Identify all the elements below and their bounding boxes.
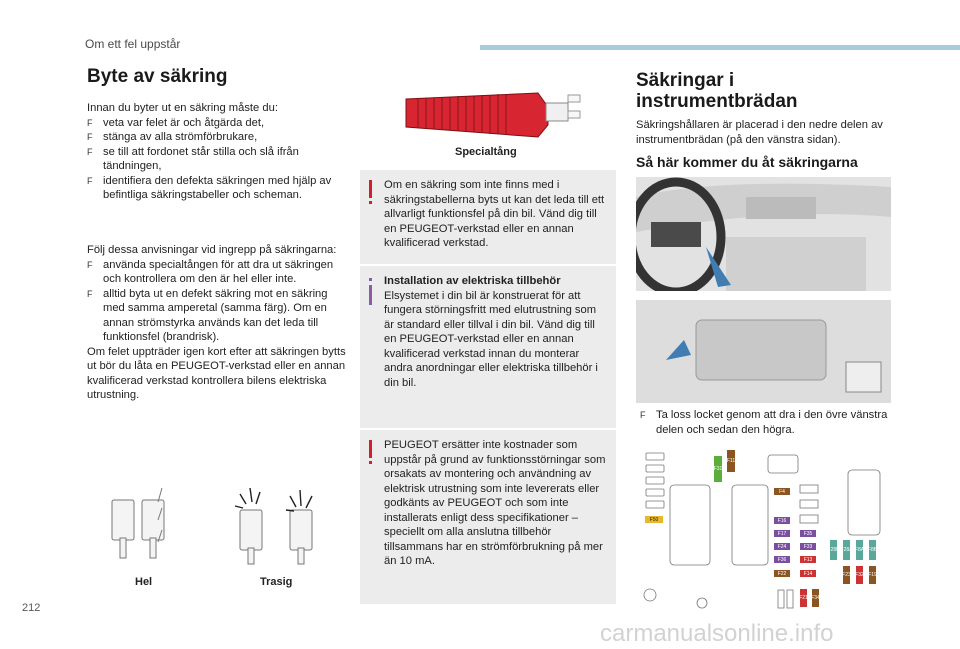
fusebox-diagram xyxy=(640,445,895,615)
info-dot xyxy=(369,278,372,281)
arrow-icon: F xyxy=(87,146,93,157)
fuse-puller-caption: Specialtång xyxy=(455,146,517,158)
fuse-blown-icon xyxy=(240,510,312,564)
spark-icon xyxy=(235,488,312,511)
list-item: F identifiera den defekta säkringen med hjälp av befintliga säkringstabeller och scheman. xyxy=(87,174,332,201)
fuse-ok-icon xyxy=(112,488,164,558)
fuse-label: F8A xyxy=(856,540,863,560)
fuse-ok-label: Hel xyxy=(135,576,153,588)
header-bar xyxy=(480,45,960,50)
fuse-label: F28A xyxy=(843,540,850,560)
follow-text: Följ dessa anvisningar vid ingrepp på säkringarna: xyxy=(87,244,337,256)
warning-dot xyxy=(369,461,372,464)
section-header: Om ett fel uppstår xyxy=(85,37,181,51)
fuse-label: F24 xyxy=(774,543,790,550)
warning-icon xyxy=(369,180,372,198)
fuse-label: F17 xyxy=(774,530,790,537)
arrow-icon: F xyxy=(87,259,93,270)
fusebox-cover-image xyxy=(636,300,891,403)
warning-text: PEUGEOT ersätter inte kostnader som uppstår på grund av funktionsstörningar som orsakats av montering och användning av elektrisk utrustning som inte levererats eller godkänts av PEUGEOT och som inte installerats enligt dess specifikationer – speciellt om alla anslutna tillbehör tillsammans har en strömförbrukning på mer än 10 mA. xyxy=(384,439,606,567)
fuse-label: F36 xyxy=(774,556,790,563)
fuse-label: F22 xyxy=(774,570,790,577)
dashboard-image xyxy=(636,177,891,291)
fuse-label: F34 xyxy=(812,589,819,607)
fuse-label: F19 xyxy=(869,566,876,584)
procedure-block xyxy=(87,243,349,403)
arrow-icon: F xyxy=(87,132,93,142)
fuse-blown-label: Trasig xyxy=(260,576,293,588)
warning-text: Om en säkring som inte finns med i säkringstabellerna byts ut kan det leda till ett allvarligt funktionsfel på din bil. Vänd dig till en PEUGEOT-verkstad eller en annan kvalificerad verkstad. xyxy=(384,179,605,249)
fuse-label: F32 xyxy=(856,566,863,584)
fusebox-cover-photo xyxy=(636,300,891,403)
fuse-label: F8B xyxy=(869,540,876,560)
fuse-label: F35 xyxy=(800,530,816,537)
list-item: F Ta loss locket genom att dra i den övre vänstra delen och sedan den högra. xyxy=(640,409,888,436)
step-block xyxy=(640,408,890,437)
list-item: F alltid byta ut en defekt säkring mot en säkring med samma amperetal (samma färg). Om en annan strömstyrka används kan det leda till funktionsfel (brandrisk). xyxy=(87,287,328,343)
fuse-label: F23 xyxy=(843,566,850,584)
page-title: Byte av säkring xyxy=(87,66,228,87)
fuse-label: F21 xyxy=(800,589,807,607)
fuse-label: F33 xyxy=(800,543,816,550)
arrow-icon: F xyxy=(640,410,646,420)
fuse-label: F14 xyxy=(800,570,816,577)
list-item: F stänga av alla strömförbrukare, xyxy=(87,131,258,143)
fuse-label: F31 xyxy=(714,456,722,482)
fuse-label: F28B xyxy=(830,540,837,560)
section-subtitle: Så här kommer du åt säkringarna xyxy=(636,154,858,170)
arrow-icon: F xyxy=(87,175,93,186)
location-text: Säkringshållaren är placerad i den nedre delen av instrumentbrädan (på den vänstra sidan). xyxy=(636,119,883,146)
list-item: F se till att fordonet står stilla och slå ifrån tändningen, xyxy=(87,145,299,172)
list-item: F veta var felet är och åtgärda det, xyxy=(87,116,265,129)
warning-note xyxy=(360,170,616,264)
dashboard-photo xyxy=(636,177,891,291)
page-number: 212 xyxy=(22,602,41,614)
info-title: Installation av elektriska tillbehör xyxy=(384,275,561,287)
list-item: F använda specialtången för att dra ut säkringen och kontrollera om den är hel eller inte. xyxy=(87,258,334,285)
fuse-label: F4 xyxy=(774,488,790,495)
intro-block xyxy=(87,101,347,203)
fuse-label: F16 xyxy=(774,517,790,524)
arrow-icon: F xyxy=(87,117,93,128)
intro-text: Innan du byter ut en säkring måste du: xyxy=(87,102,278,114)
watermark: carmanualsonline.info xyxy=(600,620,834,647)
info-note xyxy=(360,266,616,428)
warning-icon xyxy=(369,440,372,458)
fuse-puller-icon xyxy=(406,93,580,137)
info-icon xyxy=(369,285,372,305)
arrow-icon: F xyxy=(87,288,93,299)
warning-dot xyxy=(369,201,372,204)
fuse-label: F13 xyxy=(800,556,816,563)
fuse-puller-illustration xyxy=(398,85,598,141)
info-text xyxy=(384,274,606,390)
info-body: Elsystemet i din bil är konstruerat för att fungera störningsfritt med elutrustning som är standard eller tillval i din bil. Vänd dig till en PEUGEOT-verkstad eller en annan kvalificerad verkstad innan du monterar andra anordningar eller elektriska tillbehör i din bil. xyxy=(384,289,598,389)
fuse-illustration xyxy=(100,480,330,575)
closing-text: Om felet uppträder igen kort efter att säkringen bytts ut bör du låta en PEUGEOT-verkstad eller en annan kvalificerad verkstad kontrollera bilens elektriska utrustning. xyxy=(87,345,346,401)
fuse-label: F11 xyxy=(727,450,735,472)
fuse-label: F50 xyxy=(645,516,663,523)
warning-note xyxy=(360,430,616,604)
section-title: Säkringar i instrumentbrädan xyxy=(636,70,798,112)
